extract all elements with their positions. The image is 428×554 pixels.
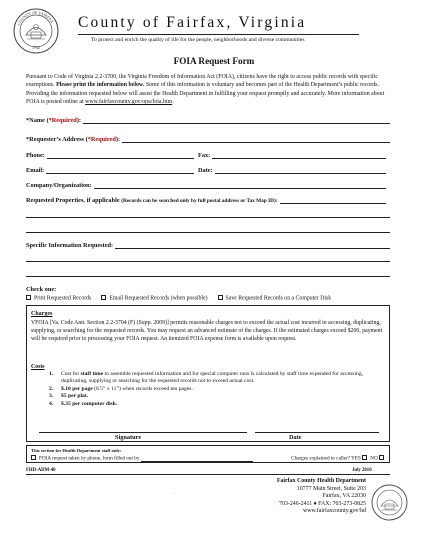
no-checkbox[interactable] [379, 455, 384, 460]
phone-request-option[interactable]: FOIA request taken by phone, form filled out by [31, 455, 253, 462]
option-print[interactable]: Print Requested Records [26, 295, 91, 302]
intro-text-1: Pursuant to Code of Virginia 2.2-3700, the Virginia Freedom of Information Act (FOIA), citizens have the right to access public records with specific exemptions. [26, 74, 379, 89]
address-label: *Requester’s Address (*Required): [26, 136, 121, 143]
form-title: FOIA Request Form [173, 56, 255, 66]
charges-explained-option: Charges explained to caller? YES NO [291, 455, 387, 462]
company-field[interactable] [26, 182, 386, 189]
fax-field[interactable] [198, 152, 386, 159]
company-input-line[interactable] [94, 183, 386, 189]
name-label: *Name (*Required): [26, 117, 81, 124]
disk-checkbox[interactable] [218, 295, 223, 300]
footer-dot: · [173, 492, 175, 497]
specific-line-2[interactable] [26, 261, 390, 262]
filled-by-line[interactable] [141, 457, 253, 462]
intro-text-2: Some of this information is voluntary and becomes part of the Health Department’s public records. Providing the information requested below will assist the Health Department in fulfilling your request promptly and accurately. More information about FOIA is posted online at [26, 82, 385, 106]
charges-heading: Charges [31, 311, 53, 317]
intro-paragraph [26, 73, 390, 107]
city-state-zip: Fairfax, VA 22030 [322, 493, 366, 500]
footer-rule [26, 474, 390, 475]
signature-label: Signature [115, 434, 142, 441]
county-seal-logo [13, 8, 59, 54]
signature-date-label: Date [289, 434, 302, 441]
phone-input-line[interactable] [47, 153, 194, 159]
website[interactable]: www.fairfaxcounty.gov/hd [302, 508, 366, 515]
properties-input-line[interactable] [280, 198, 387, 204]
intro-end: . [172, 99, 174, 106]
name-input-line[interactable] [83, 118, 390, 124]
name-field[interactable] [26, 117, 390, 124]
address-input-line[interactable] [122, 137, 390, 143]
foia-link[interactable]: www.fairfaxcounty.gov/opa/foia.htm [85, 99, 173, 106]
costs-heading: Costs [31, 364, 45, 370]
costs-list [49, 371, 383, 408]
charges-text: VFOIA [Va. Code Ann. Section 2.2-3704 (F) (Supp. 2009)] permits reasonable charges not to exceed the actual cost incurred in accessing, duplicating, supplying, or searching for the requested records. You may request an advanced estimate of the charges. If the estimated charges exceed $200, payment will be required prior to processing your FOIA request. An itemized FOIA expense form is available upon request. [31, 320, 383, 342]
form-revision-date: July 2010 [352, 468, 372, 473]
health-department-address [236, 478, 366, 516]
address-field[interactable] [26, 136, 390, 143]
staff-row [31, 455, 387, 462]
county-tagline: To protect and enrich the quality of life for the people, neighborhoods and diverse communities [91, 37, 305, 43]
email-checkbox[interactable] [101, 295, 106, 300]
properties-line-2[interactable] [26, 217, 390, 218]
specific-info-label: Specific Information Requested: [26, 242, 114, 249]
specific-info-input-line[interactable] [115, 243, 390, 249]
fax-label: Fax: [198, 152, 211, 159]
svg-text:COUNTY OF FAIRFAX: COUNTY OF FAIRFAX [16, 9, 55, 27]
phone-label: Phone: [26, 152, 45, 159]
email-input-line[interactable] [46, 168, 194, 174]
email-label: Email: [26, 167, 45, 174]
cost-item: 2. $.10 per page (8.5” x 11”) when records exceed ten pages. [49, 385, 193, 392]
intro-bold-text: Please print the information below. [56, 82, 145, 89]
street-address: 10777 Main Street, Suite 203 [296, 485, 366, 492]
cost-item: 4. $.35 per computer disk. [49, 400, 118, 407]
staff-heading: This section for Health Department staff only: [31, 448, 122, 453]
print-checkbox[interactable] [26, 295, 31, 300]
option-disk[interactable]: Save Requested Records on a Computer Disk [218, 295, 332, 302]
phone-fax: 703-246-2411 ♦ FAX: 703-273-0825 [279, 500, 366, 507]
properties-field[interactable] [26, 197, 386, 204]
phone-field[interactable] [26, 152, 194, 159]
svg-text:1742: 1742 [32, 45, 40, 50]
phone-request-checkbox[interactable] [31, 455, 36, 460]
cost-item: 3. $5 per plat. [49, 393, 89, 400]
properties-label: Requested Properties, if applicable (Records can be searched only by full postal address or Tax Map ID): [26, 197, 278, 204]
fax-input-line[interactable] [212, 153, 386, 159]
company-label: Company/Organization: [26, 182, 92, 189]
county-title: County of Fairfax, Virginia [78, 14, 307, 31]
org-name: Fairfax County Health Department [276, 478, 366, 484]
date-signature-line[interactable] [255, 432, 379, 433]
health-department-seal-logo [371, 484, 408, 521]
yes-checkbox[interactable] [362, 455, 367, 460]
staff-only-section [26, 445, 390, 463]
specific-line-3[interactable] [26, 276, 390, 277]
properties-line-3[interactable] [26, 232, 390, 233]
date-field[interactable] [198, 167, 386, 174]
specific-info-field[interactable] [26, 242, 390, 249]
delivery-options [26, 295, 341, 302]
cost-item: 1. Cost for staff time to assemble requested information and for special computer runs is calculated by staff time expended for accessing, duplicating, supplying or searching for the requested records not to exceed actual cost. [49, 371, 364, 385]
charges-section [26, 305, 390, 442]
option-email[interactable]: Email Requested Records (when possible) [101, 295, 207, 302]
header-rule [78, 34, 359, 35]
check-one-heading: Check one: [26, 286, 57, 293]
signature-line[interactable] [39, 432, 247, 433]
date-label: Date: [198, 167, 213, 174]
date-input-line[interactable] [215, 168, 386, 174]
form-code: FHD-ADM-40 [26, 468, 56, 473]
email-field[interactable] [26, 167, 194, 174]
